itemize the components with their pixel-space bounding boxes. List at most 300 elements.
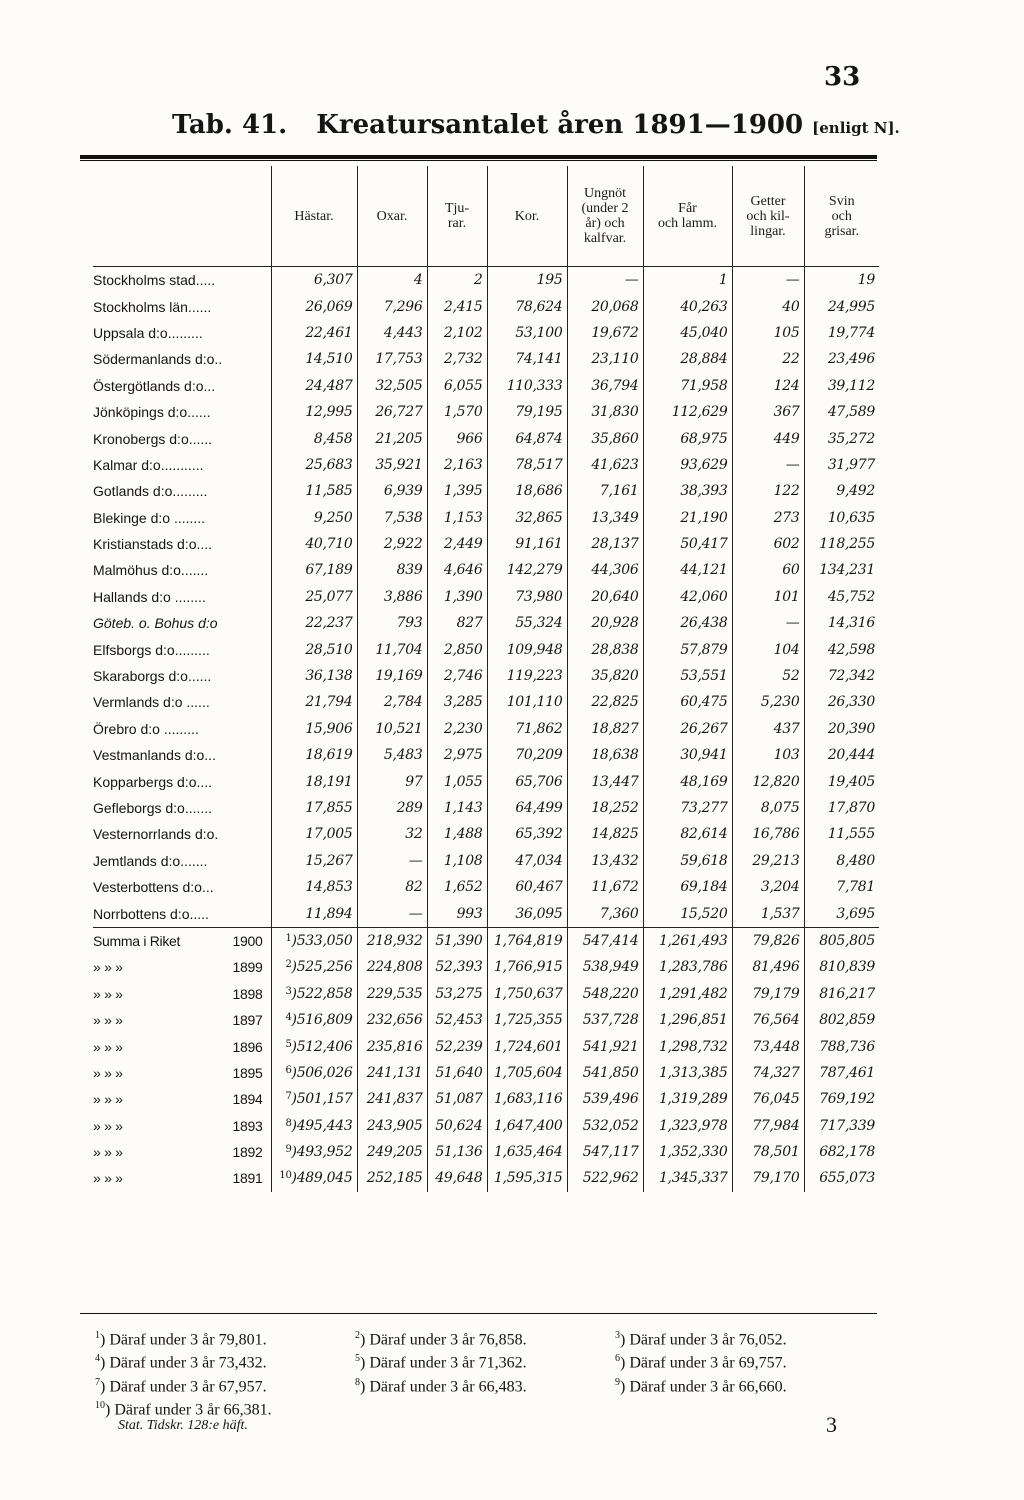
cell-kor: 1,595,315 xyxy=(487,1165,567,1191)
cell-far: 21,190 xyxy=(643,505,732,531)
footnote-paren: ) xyxy=(291,1064,297,1081)
cell-far: 57,879 xyxy=(643,636,732,662)
cell-far: 1,323,978 xyxy=(643,1113,732,1139)
cell-getter: 449 xyxy=(732,425,804,451)
cell-svin: 717,339 xyxy=(804,1113,879,1139)
cell-tjurar: 51,390 xyxy=(427,927,487,954)
cell-hastar xyxy=(271,1139,357,1165)
cell-hastar: 17,855 xyxy=(271,795,357,821)
cell-hastar: 24,487 xyxy=(271,373,357,399)
county-row xyxy=(93,689,879,715)
cell-oxar: 32 xyxy=(357,821,427,847)
cell-hastar xyxy=(271,1086,357,1112)
cell-tjurar: 2,415 xyxy=(427,293,487,319)
cell-svin: 19 xyxy=(804,267,879,294)
cell-ungnot: 13,447 xyxy=(567,768,643,794)
cell-getter: 77,984 xyxy=(732,1113,804,1139)
cell-far: 26,438 xyxy=(643,610,732,636)
cell-kor: 32,865 xyxy=(487,505,567,531)
cell-hastar: 22,461 xyxy=(271,320,357,346)
bottom-rule xyxy=(80,1313,877,1314)
cell-hastar: 15,906 xyxy=(271,716,357,742)
footnote-text: Däraf under 3 år 66,660. xyxy=(629,1377,787,1395)
total-year: 1898 xyxy=(232,985,263,1002)
county-name: Jönköpings d:o...... xyxy=(93,404,211,421)
signature-mark: 3 xyxy=(826,1412,837,1437)
total-row xyxy=(93,954,879,980)
cell-svin: 45,752 xyxy=(804,584,879,610)
cell-getter: 437 xyxy=(732,716,804,742)
cell-kor: 60,467 xyxy=(487,874,567,900)
cell-svin: 24,995 xyxy=(804,293,879,319)
cell-far: 60,475 xyxy=(643,689,732,715)
county-row xyxy=(93,505,879,531)
total-label-text: » » » xyxy=(93,1144,123,1161)
cell-hastar: 22,237 xyxy=(271,610,357,636)
cell-getter: 105 xyxy=(732,320,804,346)
footnote-item xyxy=(615,1349,875,1372)
county-name: Malmöhus d:o....... xyxy=(93,562,209,579)
cell-far: 112,629 xyxy=(643,399,732,425)
cell-oxar: 289 xyxy=(357,795,427,821)
footnote-number: 3 xyxy=(615,1330,620,1341)
cell-ungnot: 541,921 xyxy=(567,1033,643,1059)
cell-tjurar: 1,143 xyxy=(427,795,487,821)
total-label xyxy=(93,1060,271,1086)
cell-svin: 72,342 xyxy=(804,663,879,689)
footnote-paren: ) xyxy=(291,1117,297,1134)
total-value: 512,406 xyxy=(296,1038,353,1055)
top-rule-thick xyxy=(80,155,877,159)
cell-svin: 655,073 xyxy=(804,1165,879,1191)
cell-oxar: 229,535 xyxy=(357,981,427,1007)
cell-svin: 35,272 xyxy=(804,425,879,451)
footnote-number: 9 xyxy=(615,1376,620,1388)
footnote-text: Däraf under 3 år 76,052. xyxy=(629,1331,787,1349)
cell-hastar: 18,619 xyxy=(271,742,357,768)
cell-tjurar: 1,652 xyxy=(427,874,487,900)
county-row xyxy=(93,478,879,504)
county-name: Norrbottens d:o..... xyxy=(93,900,271,927)
cell-hastar: 21,794 xyxy=(271,689,357,715)
cell-kor: 65,392 xyxy=(487,821,567,847)
cell-oxar: 10,521 xyxy=(357,716,427,742)
footnote-number: 5 xyxy=(355,1353,360,1365)
cell-svin: 10,635 xyxy=(804,505,879,531)
footnote-item xyxy=(95,1373,355,1396)
cell-hastar: 11,585 xyxy=(271,478,357,504)
cell-far: 59,618 xyxy=(643,848,732,874)
cell-getter: 12,820 xyxy=(732,768,804,794)
county-row xyxy=(93,425,879,451)
cell-tjurar: 2,746 xyxy=(427,663,487,689)
cell-kor: 91,161 xyxy=(487,531,567,557)
cell-kor: 1,683,116 xyxy=(487,1086,567,1112)
cell-tjurar: 52,393 xyxy=(427,954,487,980)
cell-oxar: 793 xyxy=(357,610,427,636)
cell-kor: 110,333 xyxy=(487,373,567,399)
cell-tjurar: 6,055 xyxy=(427,373,487,399)
cell-hastar xyxy=(271,927,357,954)
footnote-paren: ) xyxy=(291,1091,297,1108)
cell-hastar: 17,005 xyxy=(271,821,357,847)
cell-oxar: 224,808 xyxy=(357,954,427,980)
cell-svin: 802,859 xyxy=(804,1007,879,1033)
county-name: Kronobergs d:o...... xyxy=(93,430,213,447)
table-number: Tab. 41. xyxy=(172,110,288,140)
cell-far: 40,263 xyxy=(643,293,732,319)
cell-svin: 810,839 xyxy=(804,954,879,980)
county-name: Östergötlands d:o... xyxy=(93,377,216,394)
cell-getter: 81,496 xyxy=(732,954,804,980)
cell-oxar: 232,656 xyxy=(357,1007,427,1033)
cell-far: 69,184 xyxy=(643,874,732,900)
cell-far: 15,520 xyxy=(643,900,732,927)
cell-hastar xyxy=(271,981,357,1007)
cell-tjurar: 2 xyxy=(427,267,487,294)
cell-kor: 79,195 xyxy=(487,399,567,425)
county-name: Skaraborgs d:o...... xyxy=(93,668,212,685)
cell-oxar: 6,939 xyxy=(357,478,427,504)
footnote-paren: ) xyxy=(291,932,297,949)
cell-oxar: 252,185 xyxy=(357,1165,427,1191)
county-row xyxy=(93,716,879,742)
total-label xyxy=(93,927,271,954)
total-value: 522,858 xyxy=(296,985,353,1002)
cell-hastar xyxy=(271,1007,357,1033)
cell-oxar: 249,205 xyxy=(357,1139,427,1165)
county-row xyxy=(93,900,879,927)
cell-kor: 73,980 xyxy=(487,584,567,610)
cell-hastar: 40,710 xyxy=(271,531,357,557)
county-row xyxy=(93,821,879,847)
cell-svin: 11,555 xyxy=(804,821,879,847)
total-year: 1896 xyxy=(232,1038,263,1055)
cell-far: 38,393 xyxy=(643,478,732,504)
cell-svin: 20,390 xyxy=(804,716,879,742)
total-year: 1891 xyxy=(232,1170,263,1187)
cell-kor: 71,862 xyxy=(487,716,567,742)
cell-tjurar: 1,055 xyxy=(427,768,487,794)
cell-far: 1,291,482 xyxy=(643,981,732,1007)
county-name: Blekinge d:o ........ xyxy=(93,509,206,526)
county-row xyxy=(93,874,879,900)
cell-far: 1,319,289 xyxy=(643,1086,732,1112)
column-header-oxar: Oxar. xyxy=(357,166,427,267)
county-row xyxy=(93,636,879,662)
cell-far: 50,417 xyxy=(643,531,732,557)
county-row xyxy=(93,848,879,874)
cell-far: 82,614 xyxy=(643,821,732,847)
top-rule-thin xyxy=(80,160,877,161)
total-year: 1895 xyxy=(232,1064,263,1081)
cell-svin: 47,589 xyxy=(804,399,879,425)
total-label-text: » » » xyxy=(93,959,123,976)
cell-kor: 1,766,915 xyxy=(487,954,567,980)
cell-oxar: 2,784 xyxy=(357,689,427,715)
footnote-text: Däraf under 3 år 69,757. xyxy=(629,1354,787,1372)
cell-kor: 195 xyxy=(487,267,567,294)
table-title xyxy=(172,110,900,140)
cell-far: 73,277 xyxy=(643,795,732,821)
cell-oxar: 7,296 xyxy=(357,293,427,319)
total-row xyxy=(93,981,879,1007)
cell-tjurar: 3,285 xyxy=(427,689,487,715)
cell-tjurar: 51,087 xyxy=(427,1086,487,1112)
cell-getter: 74,327 xyxy=(732,1060,804,1086)
cell-ungnot: 28,838 xyxy=(567,636,643,662)
total-row xyxy=(93,1086,879,1112)
county-name: Jemtlands d:o....... xyxy=(93,852,208,869)
cell-svin: 31,977 xyxy=(804,452,879,478)
cell-svin: 9,492 xyxy=(804,478,879,504)
footnote-paren: ) xyxy=(100,1331,110,1349)
page-number: 33 xyxy=(824,62,861,92)
cell-getter: 76,564 xyxy=(732,1007,804,1033)
cell-tjurar: 1,488 xyxy=(427,821,487,847)
total-row xyxy=(93,1060,879,1086)
footnote-item xyxy=(615,1373,875,1396)
county-name: Kristianstads d:o.... xyxy=(93,536,213,553)
cell-far: 53,551 xyxy=(643,663,732,689)
cell-ungnot: 547,117 xyxy=(567,1139,643,1165)
cell-tjurar: 51,640 xyxy=(427,1060,487,1086)
cell-svin: 134,231 xyxy=(804,557,879,583)
cell-kor: 109,948 xyxy=(487,636,567,662)
cell-getter: 73,448 xyxy=(732,1033,804,1059)
cell-ungnot: 7,360 xyxy=(567,900,643,927)
county-row xyxy=(93,768,879,794)
footnote-paren: ) xyxy=(360,1331,370,1349)
cell-tjurar: 2,732 xyxy=(427,346,487,372)
total-label-text: » » » xyxy=(93,1117,123,1134)
cell-tjurar: 52,453 xyxy=(427,1007,487,1033)
cell-svin: 19,405 xyxy=(804,768,879,794)
county-name: Hallands d:o ........ xyxy=(93,588,206,605)
total-label-text: » » » xyxy=(93,1012,123,1029)
cell-tjurar: 4,646 xyxy=(427,557,487,583)
total-year: 1899 xyxy=(232,959,263,976)
cell-hastar: 26,069 xyxy=(271,293,357,319)
column-header-ungnot: Ungnöt (under 2 år) och kalfvar. xyxy=(567,166,643,267)
cell-ungnot: 13,349 xyxy=(567,505,643,531)
cell-ungnot: 31,830 xyxy=(567,399,643,425)
total-year: 1897 xyxy=(232,1012,263,1029)
cell-hastar: 14,510 xyxy=(271,346,357,372)
cell-getter: 122 xyxy=(732,478,804,504)
cell-oxar: 21,205 xyxy=(357,425,427,451)
footnote-item xyxy=(95,1396,355,1419)
cell-ungnot: 19,672 xyxy=(567,320,643,346)
cell-tjurar: 2,449 xyxy=(427,531,487,557)
cell-getter: 602 xyxy=(732,531,804,557)
cell-svin: 3,695 xyxy=(804,900,879,927)
cell-getter: 52 xyxy=(732,663,804,689)
footnote-item xyxy=(355,1326,615,1349)
total-label-text: » » » xyxy=(93,1170,123,1187)
source-note: [enligt N]. xyxy=(812,119,900,137)
cell-svin: 26,330 xyxy=(804,689,879,715)
cell-hastar: 15,267 xyxy=(271,848,357,874)
county-name: Stockholms län...... xyxy=(93,298,212,315)
footnote-marker: 4 xyxy=(285,1012,292,1024)
county-name: Vermlands d:o ...... xyxy=(93,694,210,711)
cell-kor: 18,686 xyxy=(487,478,567,504)
footnote-marker: 1 xyxy=(285,932,292,944)
cell-hastar: 18,191 xyxy=(271,768,357,794)
total-label xyxy=(93,1165,271,1191)
cell-far: 26,267 xyxy=(643,716,732,742)
footnote-item xyxy=(95,1349,355,1372)
cell-ungnot: 35,860 xyxy=(567,425,643,451)
footnote-paren: ) xyxy=(360,1354,370,1372)
cell-kor: 53,100 xyxy=(487,320,567,346)
column-header-svin: Svin och grisar. xyxy=(804,166,879,267)
column-header-region xyxy=(93,166,271,267)
cell-ungnot: 20,928 xyxy=(567,610,643,636)
cell-tjurar: 966 xyxy=(427,425,487,451)
cell-ungnot: 7,161 xyxy=(567,478,643,504)
total-row xyxy=(93,1033,879,1059)
total-row xyxy=(93,927,879,954)
column-header-hastar: Hästar. xyxy=(271,166,357,267)
footnote-marker: 7 xyxy=(285,1091,292,1103)
county-row xyxy=(93,795,879,821)
county-name: Stockholms stad..... xyxy=(93,272,216,289)
cell-getter: 367 xyxy=(732,399,804,425)
cell-far: 1,313,385 xyxy=(643,1060,732,1086)
county-row xyxy=(93,742,879,768)
cell-getter: 273 xyxy=(732,505,804,531)
cell-kor: 36,095 xyxy=(487,900,567,927)
footnote-paren: ) xyxy=(620,1331,630,1349)
cell-oxar: 241,131 xyxy=(357,1060,427,1086)
cell-oxar: 218,932 xyxy=(357,927,427,954)
total-label-text: » » » xyxy=(93,1091,123,1108)
cell-ungnot: 538,949 xyxy=(567,954,643,980)
total-value: 489,045 xyxy=(296,1170,353,1187)
cell-tjurar: 50,624 xyxy=(427,1113,487,1139)
cell-oxar: 11,704 xyxy=(357,636,427,662)
cell-far: 44,121 xyxy=(643,557,732,583)
county-name: Vestmanlands d:o... xyxy=(93,747,216,764)
cell-svin: 787,461 xyxy=(804,1060,879,1086)
cell-hastar: 25,077 xyxy=(271,584,357,610)
county-name: Gefleborgs d:o....... xyxy=(93,800,213,816)
footnote-paren: ) xyxy=(291,985,297,1002)
cell-hastar xyxy=(271,1033,357,1059)
cell-oxar: 17,753 xyxy=(357,346,427,372)
total-value: 495,443 xyxy=(296,1117,353,1134)
footnote-marker: 10 xyxy=(279,1170,292,1182)
cell-ungnot: 541,850 xyxy=(567,1060,643,1086)
footnote-number: 2 xyxy=(355,1330,360,1341)
cell-getter: — xyxy=(732,610,804,636)
footnote-marker: 8 xyxy=(285,1117,292,1129)
footnote-number: 8 xyxy=(355,1376,360,1388)
cell-ungnot: 547,414 xyxy=(567,927,643,954)
footnote-text: Däraf under 3 år 73,432. xyxy=(109,1354,267,1372)
total-row xyxy=(93,1139,879,1165)
cell-kor: 1,725,355 xyxy=(487,1007,567,1033)
cell-svin: 20,444 xyxy=(804,742,879,768)
cell-far: 1,296,851 xyxy=(643,1007,732,1033)
total-row xyxy=(93,1007,879,1033)
total-year: 1893 xyxy=(232,1117,263,1134)
footnotes xyxy=(95,1326,895,1419)
cell-getter: — xyxy=(732,452,804,478)
cell-hastar: 36,138 xyxy=(271,663,357,689)
total-year: 1892 xyxy=(232,1144,263,1161)
county-name: Kopparbergs d:o.... xyxy=(93,773,213,790)
cell-svin: 805,805 xyxy=(804,927,879,954)
cell-oxar: 243,905 xyxy=(357,1113,427,1139)
cell-tjurar: 1,390 xyxy=(427,584,487,610)
county-name: Göteb. o. Bohus d:o xyxy=(93,615,218,632)
cell-hastar xyxy=(271,1060,357,1086)
county-row xyxy=(93,452,879,478)
footnote-paren: ) xyxy=(620,1377,630,1395)
county-row xyxy=(93,320,879,346)
cell-far: 1,261,493 xyxy=(643,927,732,954)
total-label-text: » » » xyxy=(93,1038,123,1055)
cell-ungnot: 522,962 xyxy=(567,1165,643,1191)
cell-far: 1,352,330 xyxy=(643,1139,732,1165)
footnote-text: Däraf under 3 år 66,483. xyxy=(369,1377,527,1395)
county-row xyxy=(93,267,879,294)
total-label xyxy=(93,1033,271,1059)
total-label xyxy=(93,954,271,980)
cell-svin: 769,192 xyxy=(804,1086,879,1112)
total-value: 533,050 xyxy=(296,932,353,949)
cell-getter: 76,045 xyxy=(732,1086,804,1112)
cell-ungnot: 44,306 xyxy=(567,557,643,583)
cell-oxar: 4,443 xyxy=(357,320,427,346)
cell-far: 45,040 xyxy=(643,320,732,346)
cell-tjurar: 2,230 xyxy=(427,716,487,742)
column-header-kor: Kor. xyxy=(487,166,567,267)
county-row xyxy=(93,663,879,689)
cell-tjurar: 1,153 xyxy=(427,505,487,531)
cell-getter: 78,501 xyxy=(732,1139,804,1165)
footnote-line xyxy=(95,1349,895,1372)
footnote-number: 6 xyxy=(615,1353,620,1365)
total-year: 1894 xyxy=(232,1091,263,1108)
cell-getter: 8,075 xyxy=(732,795,804,821)
cell-oxar: 19,169 xyxy=(357,663,427,689)
cell-hastar: 67,189 xyxy=(271,557,357,583)
cell-tjurar: 993 xyxy=(427,900,487,927)
cell-kor: 1,635,464 xyxy=(487,1139,567,1165)
cell-ungnot: 18,827 xyxy=(567,716,643,742)
footnote-marker: 2 xyxy=(285,959,292,971)
cell-kor: 101,110 xyxy=(487,689,567,715)
footnote-paren: ) xyxy=(360,1377,370,1395)
cell-ungnot: 35,820 xyxy=(567,663,643,689)
total-row xyxy=(93,1113,879,1139)
footnote-item xyxy=(355,1349,615,1372)
cell-kor: 1,705,604 xyxy=(487,1060,567,1086)
cell-tjurar: 1,108 xyxy=(427,848,487,874)
cell-far: 28,884 xyxy=(643,346,732,372)
cell-hastar: 12,995 xyxy=(271,399,357,425)
footnote-paren: ) xyxy=(620,1354,630,1372)
cell-oxar: 3,886 xyxy=(357,584,427,610)
footnote-number: 1 xyxy=(95,1330,100,1341)
footnote-paren: ) xyxy=(100,1354,110,1372)
county-row xyxy=(93,557,879,583)
cell-hastar: 25,683 xyxy=(271,452,357,478)
